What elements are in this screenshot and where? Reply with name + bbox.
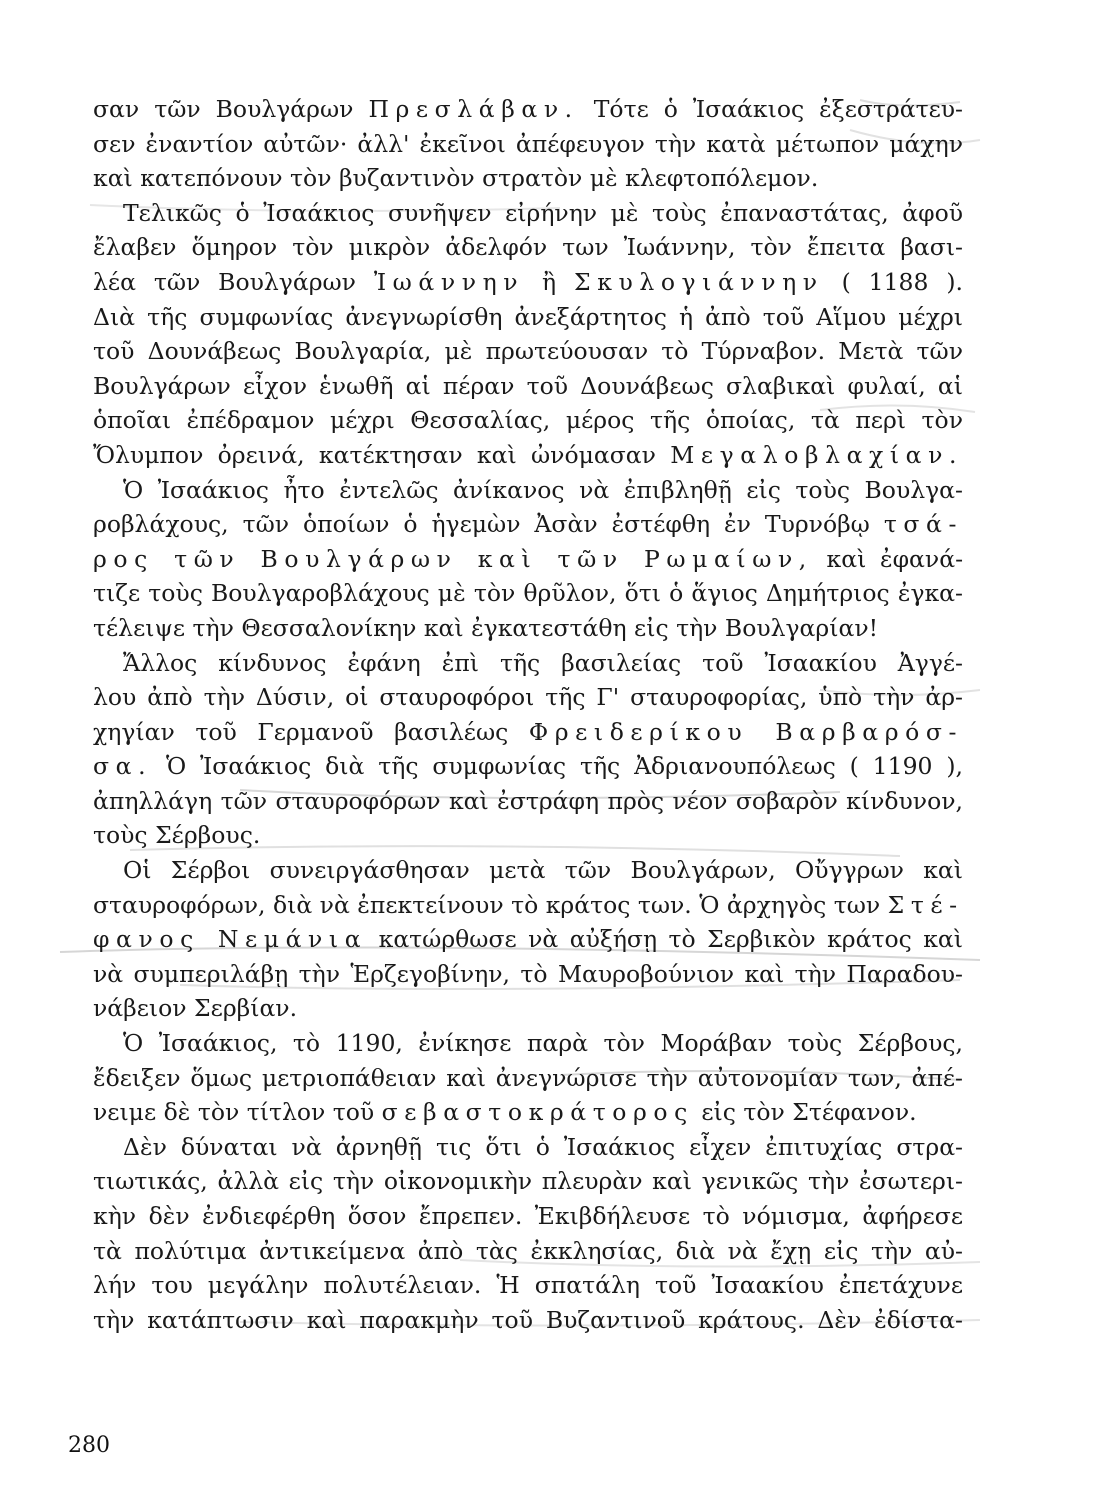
text-line — [93, 818, 963, 853]
spaced-emphasis: Σκυλογιάννην — [574, 267, 824, 296]
text-run: τοὺς Σέρβους. — [93, 821, 261, 850]
text-line — [93, 1303, 963, 1338]
text-line — [93, 403, 963, 438]
text-line — [93, 957, 963, 992]
text-line — [93, 438, 963, 473]
text-line — [93, 1061, 963, 1096]
text-run: εἰς τὸν Στέφανον. — [693, 1098, 917, 1127]
text-line — [93, 92, 963, 127]
spaced-emphasis: ρος τῶν Βουλγάρων καὶ τῶν Ρωμαίων, — [93, 544, 813, 573]
text-run: καὶ ἐφανά- — [812, 544, 964, 573]
text-line — [93, 334, 963, 369]
text-run: τοῦ Δουνάβεως Βουλγαρία, μὲ πρωτεύουσαν τὸ Τύρναβον. Μετὰ τῶν — [93, 337, 963, 366]
text-run: ἔλαβεν ὅμηρον τὸν μικρὸν ἀδελφόν των Ἰωάννην, τὸν ἔπειτα βασι- — [93, 233, 963, 262]
text-run: σαν τῶν Βουλγάρων — [93, 95, 369, 123]
text-run: Δὲν δύναται νὰ ἀρνηθῇ τις ὅτι ὁ Ἰσαάκιος εἶχεν ἐπιτυχίας στρα- — [123, 1132, 963, 1161]
page-number: 280 — [68, 1433, 110, 1458]
text-line — [93, 1130, 963, 1165]
text-run: τιζε τοὺς Βουλγαροβλάχους μὲ τὸν θρῦλον, ὅτι ὁ ἅγιος Δημήτριος ἐγκα- — [93, 579, 963, 608]
text-run: Βουλγάρων εἶχον ἑνωθῆ αἱ πέραν τοῦ Δουνάβεως σλαβικαὶ φυλαί, αἱ — [93, 371, 963, 400]
text-line — [93, 611, 963, 646]
text-line — [93, 300, 963, 335]
spaced-emphasis: σα. — [93, 752, 153, 781]
text-line — [93, 1164, 963, 1199]
text-run: τὰ πολύτιμα ἀντικείμενα ἀπὸ τὰς ἐκκλησίας, διὰ νὰ ἔχῃ εἰς τὴν αὐ- — [93, 1236, 963, 1265]
text-line — [93, 542, 963, 577]
spaced-emphasis: τσά- — [883, 510, 963, 539]
text-line — [93, 784, 963, 819]
text-run: Τότε ὁ Ἰσαάκιος ἐξεστράτευ- — [578, 95, 963, 123]
text-run: σταυροφόρων, διὰ νὰ ἐπεκτείνουν τὸ κράτος των. Ὁ ἀρχηγὸς των — [93, 890, 888, 919]
spaced-emphasis: σεβαστοκράτορος — [381, 1098, 694, 1127]
text-line — [93, 369, 963, 404]
text-run: νάβειον Σερβίαν. — [93, 994, 298, 1023]
text-run: Οἱ Σέρβοι συνειργάσθησαν μετὰ τῶν Βουλγάρων, Οὔγγρων καὶ — [123, 856, 963, 885]
text-run: νειμε δὲ τὸν τίτλον τοῦ — [93, 1098, 382, 1127]
text-line — [93, 1199, 963, 1234]
text-line — [93, 127, 963, 162]
spaced-emphasis: Φρειδερίκου Βαρβαρόσ- — [528, 717, 964, 746]
text-line — [93, 196, 963, 231]
text-run: τιωτικάς, ἀλλὰ εἰς τὴν οἰκονομικὴν πλευρὰν καὶ γενικῶς τὴν ἐσωτερι- — [93, 1167, 963, 1196]
text-run: Διὰ τῆς συμφωνίας ἀνεγνωρίσθη ἀνεξάρτητος ἡ ἀπὸ τοῦ Αἵμου μέχρι — [93, 302, 963, 331]
spaced-emphasis: Μεγαλοβλαχίαν. — [670, 440, 963, 469]
text-run: ροβλάχους, τῶν ὁποίων ὁ ἡγεμὼν Ἀσὰν ἐστέφθη ἐν Τυρνόβῳ — [93, 510, 884, 539]
text-run: ἔδειξεν ὅμως μετριοπάθειαν καὶ ἀνεγνώρισε τὴν αὐτονομίαν των, ἀπέ- — [93, 1063, 963, 1092]
text-run: τὴν κατάπτωσιν καὶ παρακμὴν τοῦ Βυζαντινοῦ κράτους. Δὲν ἐδίστα- — [93, 1305, 963, 1334]
text-line — [93, 1026, 963, 1061]
spaced-emphasis: Πρεσλάβαν. — [368, 95, 579, 123]
text-run: τέλειψε τὴν Θεσσαλονίκην καὶ ἐγκατεστάθη εἰς τὴν Βουλγαρίαν! — [93, 613, 879, 642]
text-run: ἀπηλλάγη τῶν σταυροφόρων καὶ ἐστράφη πρὸς νέον σοβαρὸν κίνδυνον, — [93, 786, 963, 815]
text-line — [93, 161, 963, 196]
text-line — [93, 888, 963, 923]
text-run: λήν του μεγάλην πολυτέλειαν. Ἡ σπατάλη τοῦ Ἰσαακίου ἐπετάχυνε — [93, 1271, 963, 1300]
text-run: ( 1188 ). — [823, 267, 963, 296]
text-line — [93, 507, 963, 542]
text-run: σεν ἐναντίον αὐτῶν· ἀλλ' ἐκεῖνοι ἀπέφευγον τὴν κατὰ μέτωπον μάχην — [93, 129, 963, 158]
text-run: λέα τῶν Βουλγάρων — [93, 267, 374, 296]
text-line — [93, 1268, 963, 1303]
text-run: Ὁ Ἰσαάκιος διὰ τῆς συμφωνίας τῆς Ἀδριανουπόλεως ( 1190 ), — [152, 752, 963, 781]
text-run: Ὄλυμπον ὀρεινά, κατέκτησαν καὶ ὠνόμασαν — [93, 440, 671, 469]
spaced-emphasis: Στέ- — [887, 890, 964, 919]
text-line — [93, 680, 963, 715]
text-run: ὁποῖαι ἐπέδραμον μέχρι Θεσσαλίας, μέρος τῆς ὁποίας, τὰ περὶ τὸν — [93, 406, 963, 435]
text-line — [93, 715, 963, 750]
text-run: Ἄλλος κίνδυνος ἐφάνη ἐπὶ τῆς βασιλείας τοῦ Ἰσαακίου Ἀγγέ- — [123, 648, 963, 677]
text-line — [93, 1095, 963, 1130]
text-line — [93, 265, 963, 300]
text-run: λου ἀπὸ τὴν Δύσιν, οἱ σταυροφόροι τῆς Γ' σταυροφορίας, ὑπὸ τὴν ἀρ- — [93, 683, 963, 712]
text-run: νὰ συμπεριλάβῃ τὴν Ἑρζεγοβίνην, τὸ Μαυροβούνιον καὶ τὴν Παραδου- — [93, 959, 963, 988]
spaced-emphasis: φανος Νεμάνια — [93, 925, 368, 954]
text-run: καὶ κατεπόνουν τὸν βυζαντινὸν στρατὸν μὲ κλεφτοπόλεμον. — [93, 164, 819, 193]
text-line — [93, 230, 963, 265]
text-run: Τελικῶς ὁ Ἰσαάκιος συνῆψεν εἰρήνην μὲ τοὺς ἐπαναστάτας, ἀφοῦ — [123, 198, 963, 227]
text-run: Ὁ Ἰσαάκιος, τὸ 1190, ἐνίκησε παρὰ τὸν Μοράβαν τοὺς Σέρβους, — [123, 1029, 963, 1058]
text-line — [93, 922, 963, 957]
text-line — [93, 576, 963, 611]
text-run: κατώρθωσε νὰ αὐξήσῃ τὸ Σερβικὸν κράτος καὶ — [367, 925, 963, 954]
text-run: Ὁ Ἰσαάκιος ἦτο ἐντελῶς ἀνίκανος νὰ ἐπιβληθῇ εἰς τοὺς Βουλγα- — [123, 475, 963, 504]
text-line — [93, 749, 963, 784]
text-line — [93, 853, 963, 888]
text-line — [93, 991, 963, 1026]
text-line — [93, 1234, 963, 1269]
text-run: ἢ — [524, 267, 575, 296]
text-run: κὴν δὲν ἐνδιεφέρθη ὅσον ἔπρεπεν. Ἐκιβδήλευσε τὸ νόμισμα, ἀφήρεσε — [93, 1202, 963, 1230]
text-run: χηγίαν τοῦ Γερμανοῦ βασιλέως — [93, 717, 529, 746]
body-text — [93, 92, 963, 1337]
text-line — [93, 646, 963, 681]
text-line — [93, 473, 963, 508]
spaced-emphasis: Ἰωάννην — [373, 267, 525, 296]
